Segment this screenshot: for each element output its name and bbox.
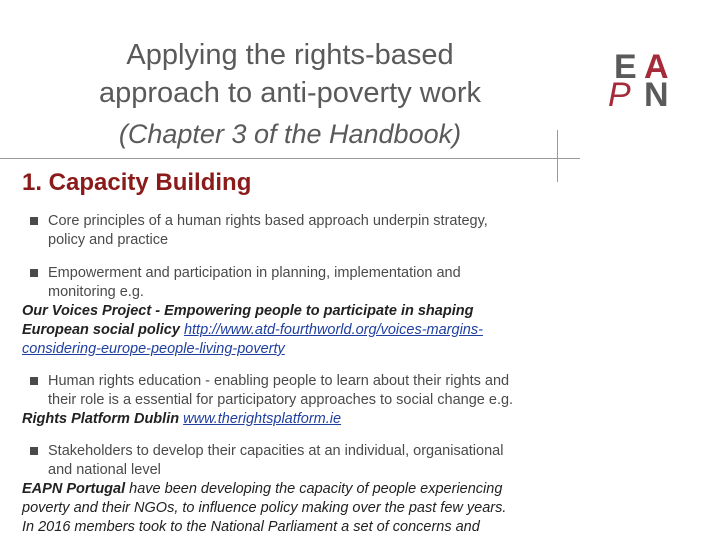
bullet-square-icon [30,217,38,225]
example-text: In 2016 members took to the National Parliament a set of concerns and [22,519,480,535]
example-rights-platform [22,410,341,429]
example-heading: EAPN Portugal [22,481,126,497]
bullet-item [22,264,461,302]
logo-letter-a: A [644,48,669,86]
example-heading: Rights Platform Dublin [22,411,180,427]
bullet-text-line: monitoring e.g. [48,284,144,300]
example-voices-project [22,302,483,359]
bullet-square-icon [30,377,38,385]
bullet-text-line: Human rights education - enabling people to learn about their rights and [48,373,510,389]
section-title: 1. Capacity Building [22,169,252,196]
bullet-text-line: their role is a essential for participatory approaches to social change e.g. [48,392,514,408]
bullet-text-line: Empowerment and participation in planning, implementation and [48,265,461,281]
example-heading: Our Voices Project - Empowering people to participate in shaping [22,303,474,319]
rights-platform-link[interactable]: www.therightsplatform.ie [183,411,342,427]
slide-subtitle: (Chapter 3 of the Handbook) [118,119,462,149]
bullet-item [22,372,513,410]
logo-letter-e: E [614,48,637,86]
example-eapn-portugal [22,480,506,537]
bullet-square-icon [30,269,38,277]
bullet-text-line: Stakeholders to develop their capacities at an individual, organisational [48,443,504,459]
bullet-item [22,442,503,480]
bullet-text-line: policy and practice [48,232,169,248]
voices-link-continued[interactable]: considering-europe-people-living-poverty [22,341,285,357]
example-text: have been developing the capacity of people experiencing [125,481,503,497]
horizontal-divider [0,158,580,159]
voices-link[interactable]: http://www.atd-fourthworld.org/voices-margins- [183,322,483,338]
slide-title-line-2: approach to anti-poverty work [98,77,482,109]
logo-letter-p: P [608,76,631,114]
bullet-item [22,212,488,250]
bullet-text-line: Core principles of a human rights based approach underpin strategy, [48,213,488,229]
bullet-square-icon [30,447,38,455]
vertical-divider [557,130,558,182]
slide-title-line-1: Applying the rights-based [126,39,454,71]
logo-letter-n: N [644,76,669,114]
eapn-logo [606,48,672,114]
example-text: poverty and their NGOs, to influence policy making over the past few years. [22,500,507,516]
example-heading: European social policy [22,322,180,338]
bullet-text-line: and national level [48,462,161,478]
